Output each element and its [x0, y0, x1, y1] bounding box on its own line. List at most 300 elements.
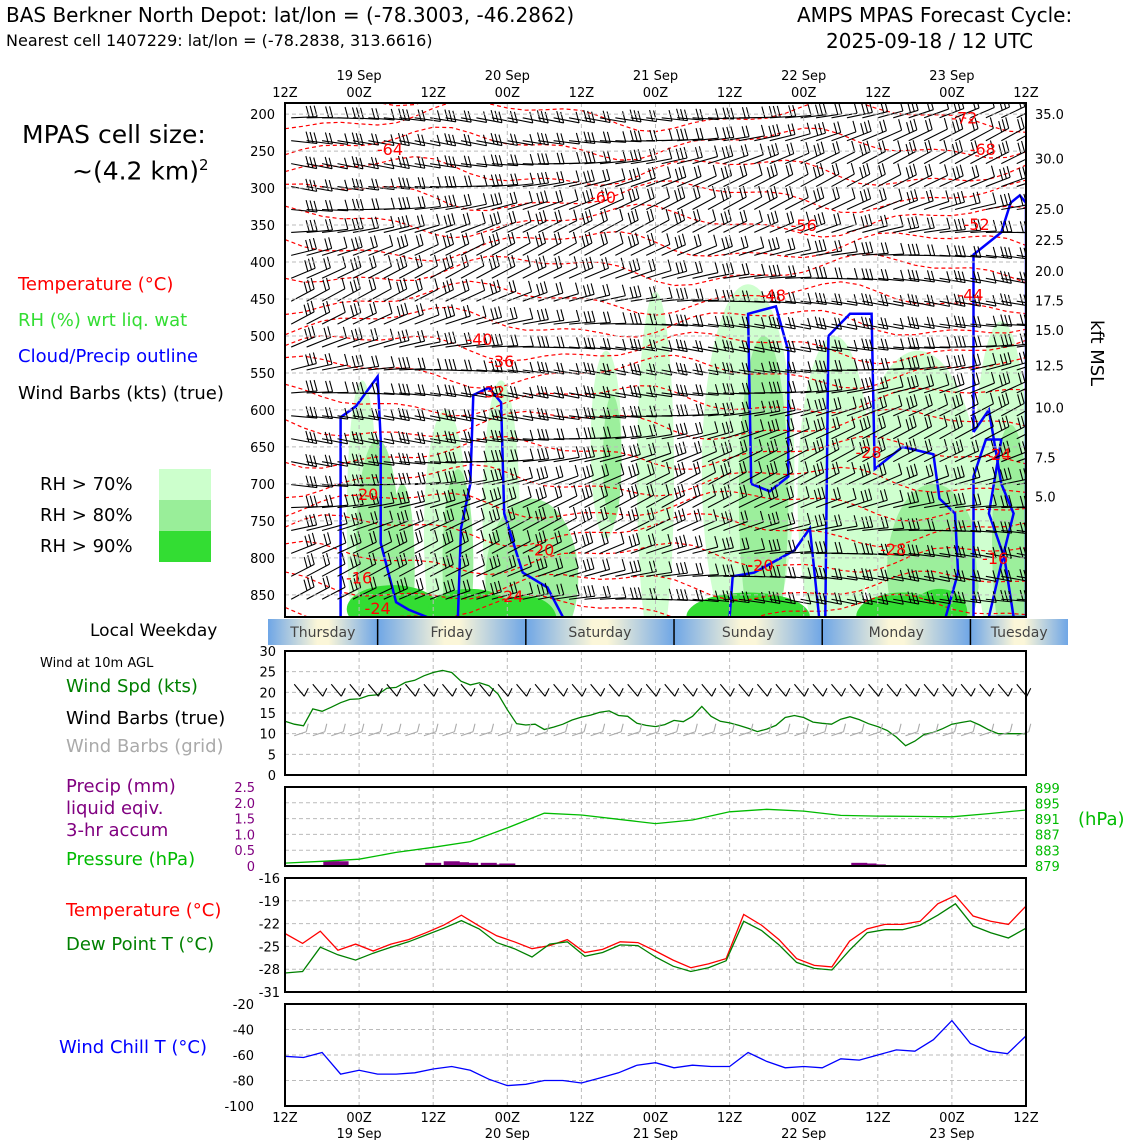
- barb-feather: [927, 100, 930, 111]
- barb-feather: [821, 187, 824, 198]
- barb-feather: [899, 119, 902, 130]
- wind-barb: [368, 329, 393, 347]
- barb-feather: [744, 164, 747, 175]
- barb-feather: [561, 112, 564, 123]
- barb-feather: [634, 110, 637, 121]
- barb-feather: [351, 305, 354, 316]
- windchill-panel: [224, 998, 1038, 1140]
- forecast-cycle: 2025-09-18 / 12 UTC: [826, 29, 1034, 53]
- barb-feather: [469, 360, 472, 371]
- barb-feather: [931, 317, 934, 328]
- temp-tick-label: -28: [258, 963, 280, 979]
- wind-true-label: Wind Barbs (true): [66, 708, 226, 729]
- barb-feather: [761, 237, 764, 248]
- barb-feather: [490, 215, 493, 226]
- pressure-tick-label: 899: [1035, 781, 1060, 797]
- barb-feather: [667, 233, 670, 244]
- wind-barb: [476, 193, 501, 210]
- barb-feather: [931, 217, 934, 228]
- wind-barb: [384, 197, 410, 210]
- barb-feather: [634, 425, 637, 436]
- barb-feather: [621, 532, 624, 543]
- isotherm-label: -28: [880, 539, 907, 559]
- barb-feather: [865, 317, 868, 328]
- pressure-tick-label: 650: [250, 440, 275, 456]
- wind-barb: [986, 117, 1009, 140]
- barb-feather: [310, 157, 313, 168]
- bottom-time-label: 00Z: [642, 1111, 669, 1126]
- barb-feather: [574, 531, 577, 542]
- wind-barb: [986, 96, 1010, 118]
- barb-feather: [352, 356, 355, 367]
- barb-feather: [786, 188, 789, 199]
- barb-feather: [721, 168, 724, 179]
- barb-feather: [808, 318, 811, 329]
- wind-barb: [677, 441, 701, 462]
- wind-barb: [337, 236, 362, 255]
- wind-barb: [430, 155, 456, 167]
- wind-barb: [615, 258, 639, 278]
- bottom-time-label: 00Z: [790, 1111, 817, 1126]
- barb-feather: [445, 133, 448, 144]
- barb-feather: [834, 214, 837, 225]
- wind-barb: [893, 140, 916, 163]
- legend-rh90: RH > 90%: [40, 536, 133, 557]
- barb-feather: [882, 163, 885, 174]
- barb-feather: [310, 432, 313, 443]
- barb-feather: [680, 261, 683, 272]
- barb-feather: [861, 216, 864, 227]
- barb-feather: [391, 433, 394, 444]
- pressure-tick-label: 879: [1035, 860, 1060, 875]
- wind-barb: [291, 257, 315, 278]
- barb-feather: [403, 357, 406, 368]
- barb-feather: [603, 285, 606, 296]
- wind-barb: [368, 235, 392, 255]
- barb-feather: [390, 329, 393, 340]
- barb-feather: [592, 311, 595, 322]
- barb-feather: [694, 463, 697, 474]
- barb-feather: [418, 197, 421, 208]
- barb-feather: [418, 157, 421, 168]
- barb-feather: [327, 576, 330, 587]
- barb-staff: [878, 130, 902, 140]
- barb-feather: [304, 580, 307, 591]
- wind-barb: [662, 209, 685, 232]
- barb-feather: [675, 213, 678, 224]
- barb-feather: [676, 339, 679, 350]
- barb-feather: [527, 232, 530, 243]
- barb-feather: [907, 122, 910, 133]
- barb-feather: [700, 341, 703, 352]
- barb-feather: [484, 175, 487, 186]
- barb-feather: [768, 214, 771, 225]
- wind-barb: [415, 233, 439, 255]
- barb-feather: [314, 158, 317, 169]
- barb-feather: [391, 383, 394, 394]
- barb-feather: [901, 243, 904, 254]
- wind-barb: [615, 209, 638, 232]
- barb-feather: [833, 143, 836, 154]
- barb-staff: [384, 226, 409, 232]
- barb-feather: [1038, 167, 1041, 178]
- precip-tick-label: 0.5: [234, 844, 255, 860]
- wind-barb: [569, 151, 595, 163]
- barb-feather: [741, 237, 744, 248]
- barb-feather: [963, 246, 966, 257]
- barb-feather: [676, 363, 679, 374]
- barb-feather: [668, 260, 671, 271]
- barb-feather: [529, 467, 532, 478]
- barb-feather: [352, 178, 355, 189]
- barb-feather: [577, 152, 580, 163]
- barb-feather: [329, 180, 332, 191]
- barb-feather: [576, 387, 579, 398]
- barb-feather: [620, 507, 623, 518]
- barb-feather: [306, 240, 309, 251]
- barb-feather: [723, 108, 726, 119]
- barb-feather: [541, 467, 544, 478]
- barb-feather: [422, 196, 425, 207]
- wind-speed-label: Wind Spd (kts): [66, 676, 198, 697]
- barb-feather: [464, 156, 467, 167]
- barb-feather: [541, 192, 544, 203]
- barb-feather: [603, 586, 606, 597]
- barb-feather: [1008, 295, 1011, 306]
- barb-feather: [352, 219, 355, 230]
- barb-feather: [684, 423, 687, 434]
- barb-feather: [437, 157, 440, 168]
- wind-barb: [615, 508, 638, 531]
- barb-feather: [866, 359, 869, 370]
- barb-feather: [416, 532, 419, 543]
- barb-feather: [371, 157, 374, 168]
- barb-feather: [360, 355, 363, 366]
- barb-feather: [777, 265, 780, 276]
- legend-temperature: Temperature (°C): [18, 274, 174, 295]
- barb-feather: [769, 239, 772, 250]
- barb-feather: [537, 469, 540, 480]
- barb-feather: [746, 263, 749, 274]
- barb-feather: [576, 170, 579, 181]
- barb-feather: [853, 121, 856, 132]
- wind-barb: [662, 129, 688, 141]
- barb-feather: [993, 295, 996, 306]
- kft-tick-label: 22.5: [1035, 233, 1064, 249]
- barb-feather: [1007, 166, 1010, 177]
- barb-feather: [866, 269, 869, 280]
- barb-feather: [537, 385, 540, 396]
- barb-feather: [912, 244, 915, 255]
- barb-feather: [885, 295, 888, 306]
- barb-feather: [306, 381, 309, 392]
- weekday-name: Saturday: [568, 625, 632, 641]
- barb-feather: [591, 283, 594, 294]
- wind-barb: [461, 306, 486, 324]
- wind-tick-label: 10: [259, 727, 276, 743]
- barb-feather: [561, 387, 564, 398]
- barb-feather: [304, 282, 307, 293]
- barb-feather: [539, 234, 542, 245]
- wind-barb: [847, 268, 873, 279]
- barb-feather: [767, 167, 770, 178]
- barb-feather: [793, 265, 796, 276]
- barb-feather: [543, 256, 546, 267]
- barb-feather: [742, 126, 745, 137]
- barb-feather: [930, 190, 933, 201]
- barb-feather: [683, 166, 686, 177]
- wind-barb: [430, 384, 456, 396]
- barb-feather: [589, 232, 592, 243]
- barb-feather: [355, 237, 358, 248]
- barb-feather: [684, 385, 687, 396]
- barb-feather: [528, 486, 531, 497]
- barb-staff: [461, 204, 486, 209]
- barb-feather: [881, 243, 884, 254]
- barb-feather: [306, 496, 309, 507]
- barb-feather: [560, 466, 563, 477]
- wind-barb: [831, 213, 856, 232]
- barb-feather: [1039, 469, 1042, 480]
- barb-feather: [947, 337, 950, 348]
- barb-feather: [422, 330, 425, 341]
- barb-feather: [638, 131, 641, 142]
- barb-feather: [453, 176, 456, 187]
- barb-feather: [360, 199, 363, 210]
- barb-feather: [696, 340, 699, 351]
- barb-feather: [699, 261, 702, 272]
- barb-feather: [584, 362, 587, 373]
- barb-feather: [513, 280, 516, 291]
- barb-feather: [607, 169, 610, 180]
- wind-barb: [554, 465, 579, 485]
- barb-feather: [312, 257, 315, 268]
- barb-feather: [854, 340, 857, 351]
- wind-barb: [523, 466, 548, 484]
- barb-feather: [700, 288, 703, 299]
- barb-feather: [465, 176, 468, 187]
- weekday-name: Friday: [430, 625, 473, 641]
- barb-feather: [405, 303, 408, 314]
- barb-feather: [1009, 221, 1012, 232]
- barb-feather: [468, 194, 471, 205]
- barb-feather: [927, 218, 930, 229]
- barb-feather: [313, 238, 316, 249]
- barb-feather: [636, 187, 639, 198]
- pressure-tick-label: 883: [1035, 844, 1060, 860]
- barb-feather: [787, 213, 790, 224]
- barb-feather: [469, 176, 472, 187]
- barb-feather: [746, 126, 749, 137]
- kft-tick-label: 7.5: [1035, 451, 1056, 467]
- barb-feather: [555, 487, 558, 498]
- barb-feather: [958, 316, 961, 327]
- barb-feather: [422, 433, 425, 444]
- barb-feather: [815, 124, 818, 135]
- barb-feather: [406, 329, 409, 340]
- barb-feather: [959, 336, 962, 347]
- wind-barb: [523, 336, 549, 347]
- barb-feather: [345, 381, 348, 392]
- barb-feather: [680, 536, 683, 547]
- barb-feather: [314, 432, 317, 443]
- barb-feather: [584, 152, 587, 163]
- barb-feather: [323, 578, 326, 589]
- barb-feather: [813, 167, 816, 178]
- barb-feather: [1006, 117, 1009, 128]
- barb-feather: [957, 375, 960, 386]
- barb-feather: [1000, 195, 1003, 206]
- barb-feather: [420, 303, 423, 314]
- barb-feather: [345, 433, 348, 444]
- barb-feather: [306, 156, 309, 167]
- wind-barb: [600, 168, 625, 186]
- barb-feather: [946, 190, 949, 201]
- barb-feather: [883, 188, 886, 199]
- barb-feather: [696, 289, 699, 300]
- wind-barb: [569, 485, 592, 508]
- swatch-rh70: [159, 469, 211, 500]
- barb-feather: [388, 255, 391, 266]
- barb-feather: [530, 449, 533, 460]
- wind-barb: [476, 212, 500, 233]
- barb-feather: [354, 303, 357, 314]
- barb-feather: [443, 282, 446, 293]
- chill-tick-label: -40: [232, 1023, 254, 1039]
- barb-feather: [573, 507, 576, 518]
- wind-barb: [569, 507, 592, 530]
- barb-feather: [1029, 724, 1031, 732]
- wind-barb: [307, 532, 331, 553]
- barb-feather: [630, 110, 633, 121]
- top-time-label: 12Z: [1013, 86, 1039, 101]
- barb-feather: [323, 280, 326, 291]
- barb-feather: [652, 259, 655, 270]
- barb-feather: [591, 558, 594, 569]
- hpa-unit-label: (hPa): [1078, 809, 1125, 830]
- bottom-time-label: 00Z: [939, 1111, 965, 1126]
- wind-barb: [986, 221, 1012, 233]
- barb-feather: [862, 268, 865, 279]
- barb-feather: [588, 446, 591, 457]
- barb-feather: [511, 134, 514, 145]
- wind-barb: [476, 306, 501, 324]
- precip-label-3: 3-hr accum: [66, 820, 169, 841]
- barb-feather: [651, 187, 654, 198]
- wind-barb: [492, 211, 516, 232]
- isotherm-label: -20: [747, 556, 774, 576]
- barb-feather: [468, 156, 471, 167]
- barb-feather: [443, 259, 446, 270]
- barb-feather: [545, 409, 548, 420]
- cell-size-value: [72, 156, 209, 185]
- barb-feather: [912, 294, 915, 305]
- barb-feather: [499, 135, 502, 146]
- barb-feather: [510, 386, 513, 397]
- barb-feather: [538, 429, 541, 440]
- barb-feather: [375, 328, 378, 339]
- barb-feather: [684, 562, 687, 573]
- barb-feather: [669, 129, 672, 140]
- sounding-panel: [250, 69, 1064, 657]
- barb-feather: [773, 125, 776, 136]
- barb-feather: [587, 171, 590, 182]
- barb-feather: [633, 260, 636, 271]
- pressure-tick-label: 700: [250, 477, 275, 493]
- barb-feather: [634, 561, 637, 572]
- barb-feather: [514, 410, 517, 421]
- barb-feather: [310, 220, 313, 231]
- wind-barb: [384, 303, 408, 324]
- barb-feather: [543, 232, 546, 243]
- barb-feather: [561, 409, 564, 420]
- barb-feather: [513, 211, 516, 222]
- barb-feather: [620, 232, 623, 243]
- barb-feather: [407, 357, 410, 368]
- wind-barb: [615, 110, 641, 122]
- barb-feather: [867, 141, 870, 152]
- wind-barb: [615, 587, 641, 599]
- barb-feather: [557, 111, 560, 122]
- barb-feather: [1001, 271, 1004, 282]
- barb-feather: [929, 164, 932, 175]
- barb-feather: [744, 210, 747, 221]
- barb-feather: [491, 110, 494, 121]
- barb-feather: [973, 193, 976, 204]
- pressure-tick-label: 350: [250, 219, 275, 235]
- barb-feather: [306, 454, 309, 465]
- barb-feather: [699, 422, 702, 433]
- barb-feather: [540, 212, 543, 223]
- barb-feather: [1019, 353, 1022, 364]
- barb-feather: [538, 133, 541, 144]
- barb-feather: [584, 427, 587, 438]
- barb-feather: [311, 278, 314, 289]
- barb-feather: [584, 586, 587, 597]
- barb-feather: [310, 380, 313, 391]
- barb-feather: [326, 381, 329, 392]
- isotherm-label: -64: [376, 139, 404, 159]
- wind-barb: [693, 165, 717, 187]
- temp-tick-label: -22: [258, 917, 280, 933]
- barb-feather: [560, 282, 563, 293]
- barb-feather: [310, 180, 313, 191]
- barb-feather: [401, 304, 404, 315]
- barb-feather: [373, 278, 376, 289]
- wind-barb: [940, 316, 966, 328]
- barb-feather: [697, 209, 700, 220]
- top-time-label: 00Z: [494, 86, 521, 101]
- wind-barb: [708, 210, 731, 233]
- wind-barb: [337, 256, 360, 278]
- bottom-date-label: 19 Sep: [336, 1127, 382, 1140]
- kft-tick-label: 10.0: [1035, 401, 1064, 417]
- barb-feather: [416, 280, 419, 291]
- wind-barb: [353, 235, 377, 255]
- wind-barb: [615, 338, 641, 350]
- barb-feather: [961, 373, 964, 384]
- barb-feather: [453, 332, 456, 343]
- barb-staff: [307, 524, 332, 530]
- barb-feather: [814, 190, 817, 201]
- barb-feather: [545, 309, 548, 320]
- barb-feather: [916, 244, 919, 255]
- barb-feather: [576, 363, 579, 374]
- barb-feather: [634, 286, 637, 297]
- barb-feather: [694, 211, 697, 222]
- barb-feather: [962, 317, 965, 328]
- wind-barb: [507, 191, 532, 209]
